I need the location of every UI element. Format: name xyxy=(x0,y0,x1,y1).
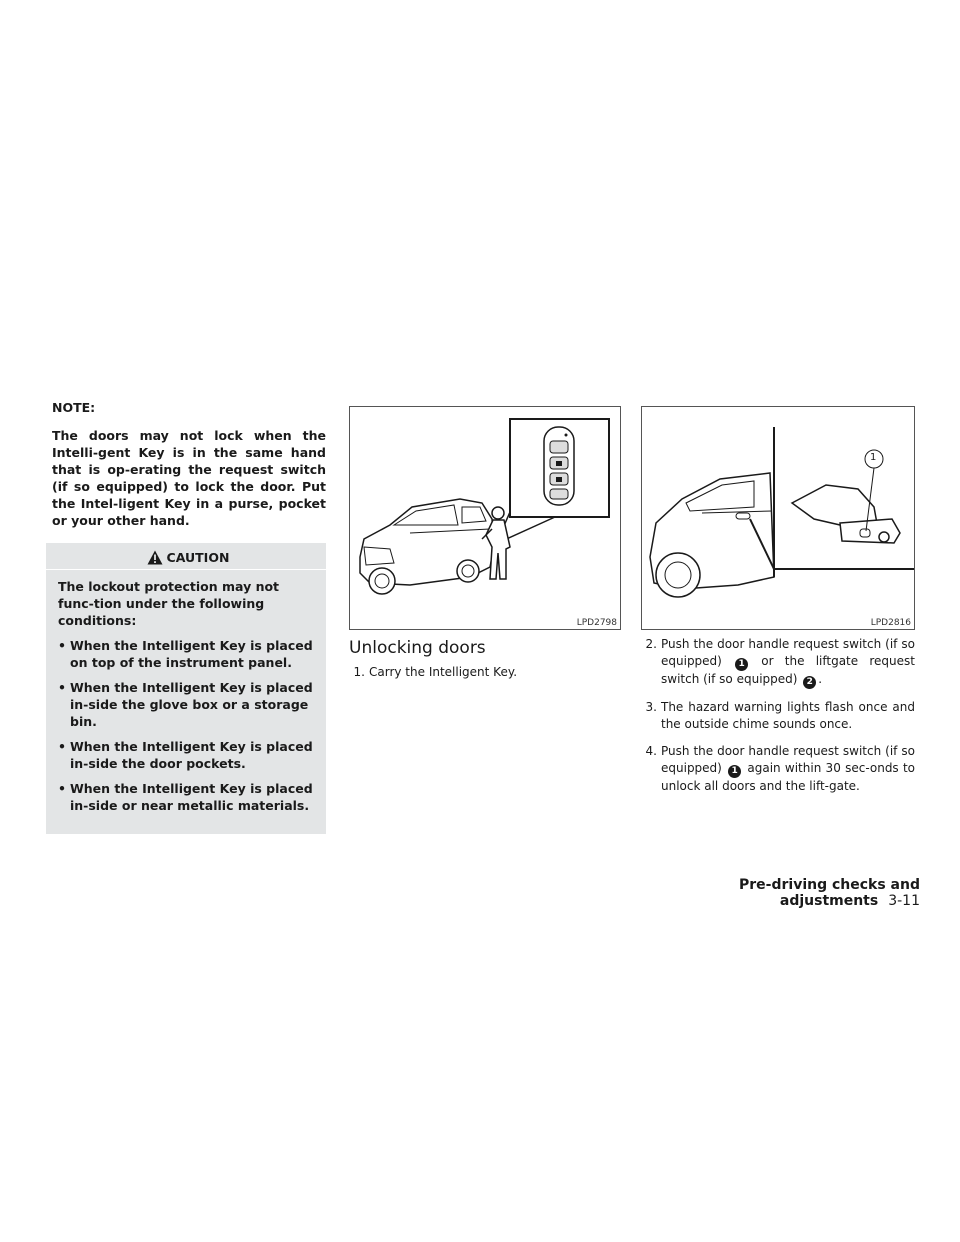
right-column xyxy=(641,406,915,805)
door-handle-illustration xyxy=(642,407,914,629)
step-number: 4. xyxy=(645,744,657,758)
caution-header xyxy=(58,543,318,569)
step-text: . xyxy=(818,672,823,686)
section-title: Unlocking doors xyxy=(349,638,486,658)
left-column xyxy=(46,400,326,834)
caution-item: • When the Intelligent Key is placed in-side the glove box or a storage bin. xyxy=(58,679,318,730)
caution-item: • When the Intelligent Key is placed on top of the instrument panel. xyxy=(58,637,318,671)
figure-code: LPD2798 xyxy=(576,618,617,628)
step-number: 2. xyxy=(645,637,657,651)
step-item xyxy=(349,664,621,681)
caution-list xyxy=(58,637,318,814)
steps-list xyxy=(349,664,621,681)
caution-title: CAUTION xyxy=(166,550,230,565)
footer-section-title: Pre-driving checks and adjustments xyxy=(739,877,920,909)
step-number: 1. xyxy=(353,665,365,679)
step-text: Carry the Intelligent Key. xyxy=(369,665,518,679)
step-text: again within 30 sec-onds to unlock all doors and the lift-gate. xyxy=(661,761,915,793)
figure-person-with-key xyxy=(349,406,621,630)
callout-label-1: 1 xyxy=(870,452,877,463)
warning-triangle-icon xyxy=(147,550,163,565)
page-footer xyxy=(620,877,920,909)
callout-ref: 1 xyxy=(735,658,748,671)
figure-door-handle xyxy=(641,406,915,630)
step-text: The hazard warning lights flash once and the outside chime sounds once. xyxy=(661,700,915,731)
note-heading: NOTE: xyxy=(52,400,96,415)
callout-ref: 1 xyxy=(728,765,741,778)
step-text: Push the door handle request switch (if so equipped) xyxy=(661,744,915,775)
note-text: The doors may not lock when the Intelli-gent Key is in the same hand that is op-erating the request switch (if so equipped) to lock the door. Put the Intel-ligent Key in a purse, pocket or your other hand. xyxy=(52,428,326,528)
page-number: 3-11 xyxy=(888,893,920,909)
caution-intro: The lockout protection may not func-tion under the following conditions: xyxy=(58,579,280,628)
figure-code: LPD2816 xyxy=(870,618,911,628)
step-text: or the liftgate request switch (if so equipped) xyxy=(661,654,915,686)
step-item xyxy=(641,699,915,733)
suv-and-person-illustration xyxy=(350,407,620,629)
caution-divider xyxy=(46,569,326,570)
step-text: Push the door handle request switch (if so equipped) xyxy=(661,637,915,668)
step-item xyxy=(641,743,915,795)
middle-column xyxy=(349,406,621,691)
step-item xyxy=(641,636,915,689)
steps-list-continued xyxy=(641,636,915,795)
caution-item: • When the Intelligent Key is placed in-side the door pockets. xyxy=(58,738,318,772)
caution-box xyxy=(46,543,326,834)
caution-item: • When the Intelligent Key is placed in-side or near metallic materials. xyxy=(58,780,318,814)
callout-ref: 2 xyxy=(803,676,816,689)
step-number: 3. xyxy=(645,700,657,714)
